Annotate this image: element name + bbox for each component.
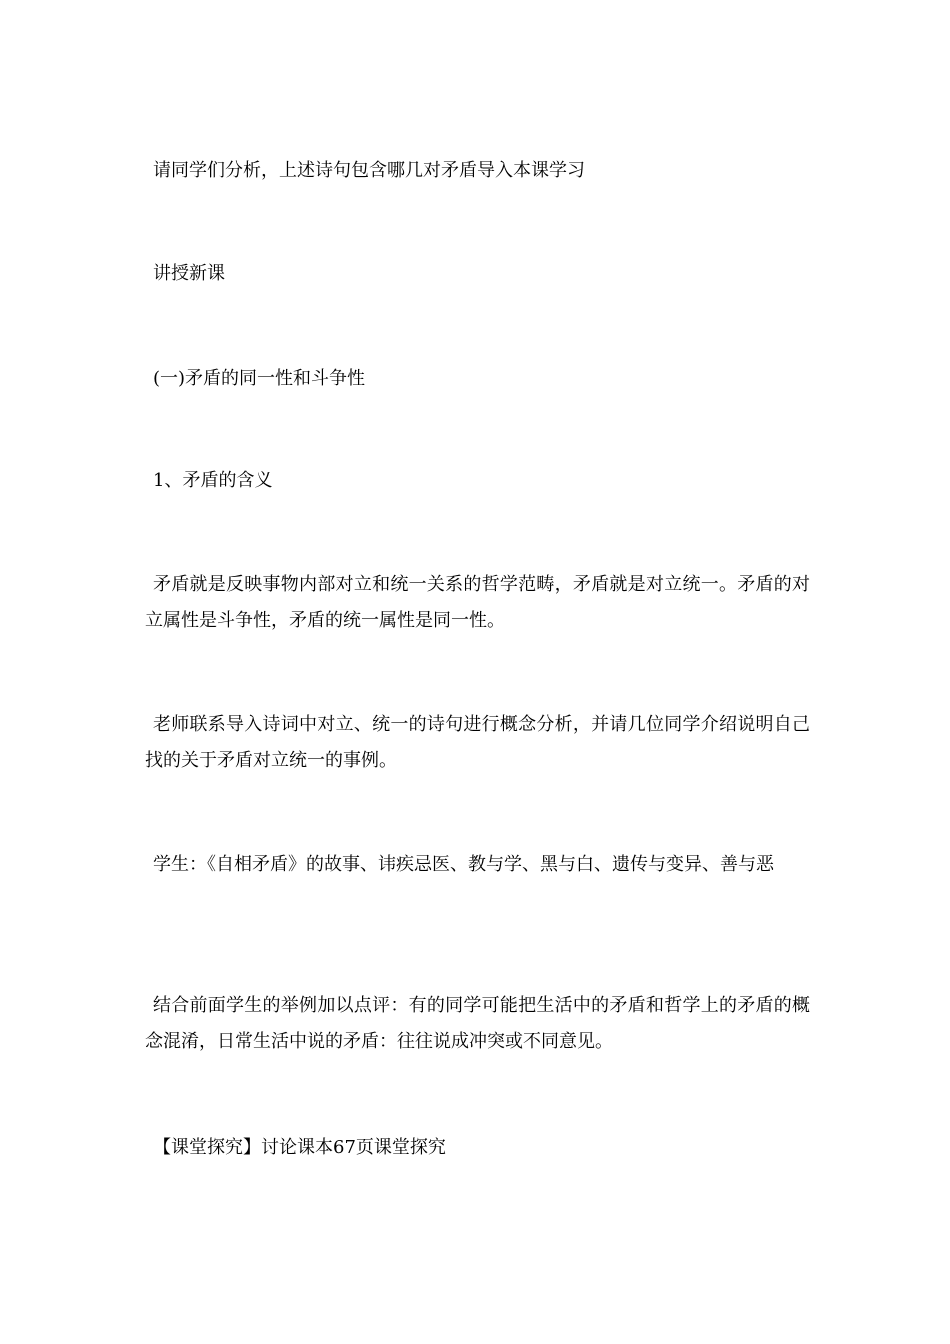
paragraph-teacher-analysis: 老师联系导入诗词中对立、统一的诗句进行概念分析，并请几位同学介绍说明自己找的关于矛盾对立统一的事例。 <box>145 714 810 771</box>
paragraph-class-inquiry: 【课堂探究】讨论课本67页课堂探究 <box>153 1137 446 1158</box>
paragraph-intro-question: 请同学们分析，上述诗句包含哪几对矛盾导入本课学习 <box>153 160 585 181</box>
paragraph-new-lesson-heading: 讲授新课 <box>153 263 225 284</box>
paragraph-student-examples: 学生：《自相矛盾》的故事、讳疾忌医、教与学、黑与白、遗传与变异、善与恶 <box>153 854 774 875</box>
paragraph-section-heading: (一)矛盾的同一性和斗争性 <box>153 368 366 389</box>
paragraph-definition: 矛盾就是反映事物内部对立和统一关系的哲学范畴，矛盾就是对立统一。矛盾的对立属性是斗争性，矛盾的统一属性是同一性。 <box>145 574 810 631</box>
paragraph-commentary: 结合前面学生的举例加以点评：有的同学可能把生活中的矛盾和哲学上的矛盾的概念混淆，日常生活中说的矛盾：往往说成冲突或不同意见。 <box>145 995 810 1052</box>
paragraph-subsection-heading: 1、矛盾的含义 <box>153 470 273 491</box>
